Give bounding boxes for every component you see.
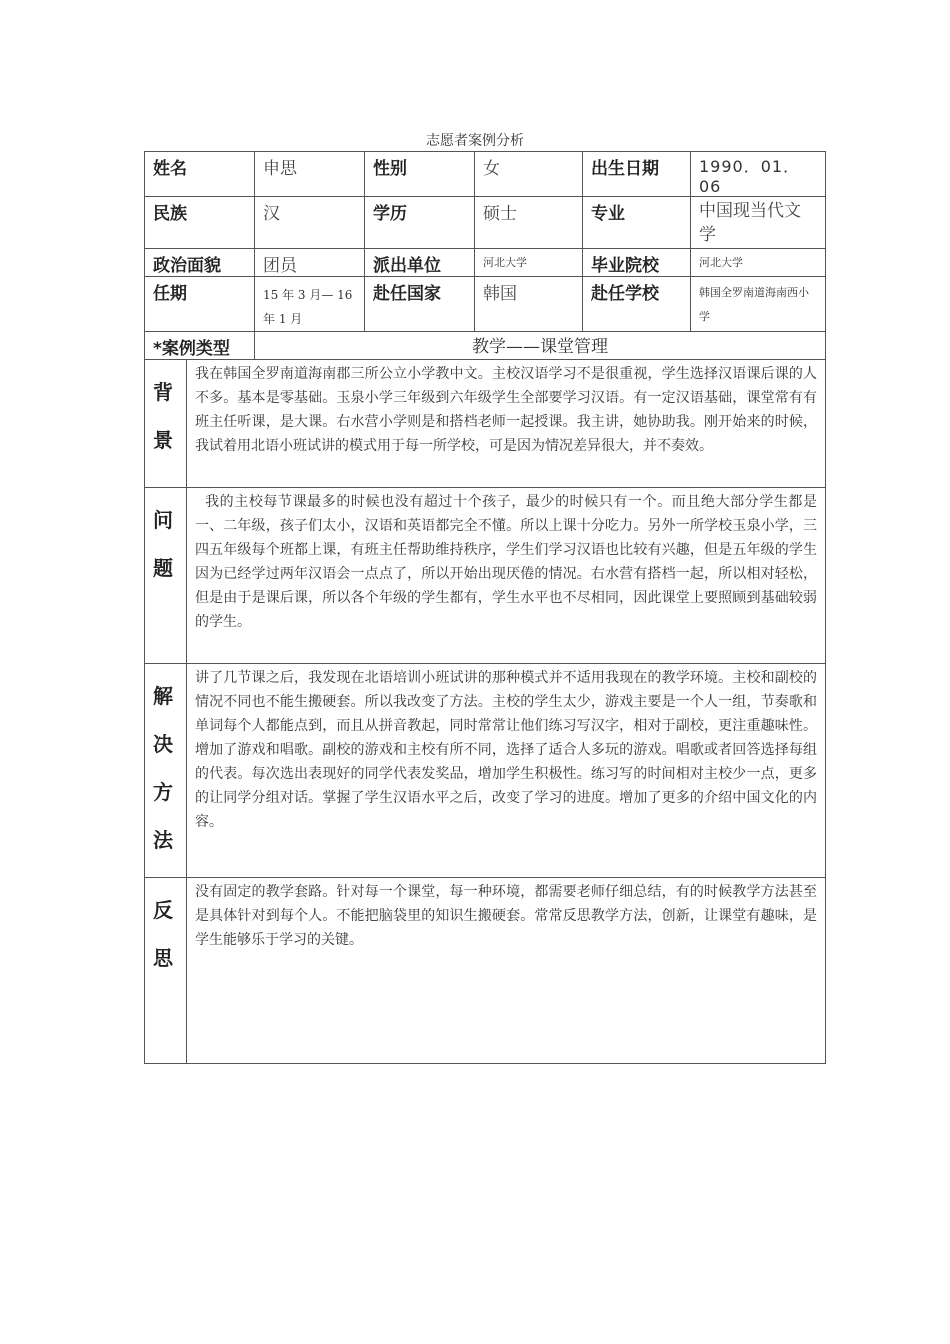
row-name: [145, 152, 826, 197]
country-value: 韩国: [475, 277, 583, 332]
section-background: [145, 360, 826, 488]
country-label: 赴任国家: [365, 277, 475, 332]
case-type-value: 教学——课堂管理: [255, 332, 826, 360]
term-value: 15 年 3 月— 16 年 1 月: [255, 277, 365, 332]
gender-value: 女: [475, 152, 583, 197]
birth-label: 出生日期: [583, 152, 691, 197]
section-background-text: 我在韩国全罗南道海南郡三所公立小学教中文。主校汉语学习不是很重视，学生选择汉语课后课的人不多。基本是零基础。玉泉小学三年级到六年级学生全部要学习汉语。有一定汉语基础，课堂常有有班主任听课，是大课。右水营小学则是和搭档老师一起授课。我主讲，她协助我。刚开始来的时候，我试着用北语小班试讲的模式用于每一所学校，可是因为情况差异很大，并不奏效。: [187, 360, 826, 488]
document-title: 志愿者案例分析: [426, 133, 524, 149]
section-reflection-label: 反 思: [145, 878, 187, 1064]
section-problem-text: 我的主校每节课最多的时候也没有超过十个孩子，最少的时候只有一个。而且绝大部分学生都是一、二年级，孩子们太小，汉语和英语都完全不懂。所以上课十分吃力。另外一所学校玉泉小学，三四五年级每个班都上课，有班主任帮助维持秩序，学生们学习汉语也比较有兴趣，但是五年级的学生因为已经学过两年汉语会一点点了，所以开始出现厌倦的情况。右水营有搭档一起，所以相对轻松，但是由于是课后课，所以各个年级的学生都有，学生水平也不尽相同，因此课堂上要照顾到基础较弱的学生。: [187, 488, 826, 664]
row-political: [145, 249, 826, 277]
section-reflection-text: 没有固定的教学套路。针对每一个课堂，每一种环境，都需要老师仔细总结，有的时候教学方法甚至是具体针对到每个人。不能把脑袋里的知识生搬硬套。常常反思教学方法，创新，让课堂有趣味，是学生能够乐于学习的关键。: [187, 878, 826, 1064]
term-label: 任期: [145, 277, 255, 332]
unit-label: 派出单位: [365, 249, 475, 277]
case-analysis-form: [144, 151, 826, 1064]
major-value: 中国现当代文学: [691, 197, 826, 249]
row-term: [145, 277, 826, 332]
ethnicity-label: 民族: [145, 197, 255, 249]
education-label: 学历: [365, 197, 475, 249]
school-label: 毕业院校: [583, 249, 691, 277]
row-ethnicity: [145, 197, 826, 249]
section-problem-label: 问 题: [145, 488, 187, 664]
ethnicity-value: 汉: [255, 197, 365, 249]
section-problem: [145, 488, 826, 664]
post-value: 韩国全罗南道海南西小学: [691, 277, 826, 332]
birth-value: 1990．01．06: [691, 152, 826, 197]
political-value: 团员: [255, 249, 365, 277]
unit-value: 河北大学: [475, 249, 583, 277]
section-background-label: 背 景: [145, 360, 187, 488]
case-type-label: *案例类型: [145, 332, 255, 360]
name-label: 姓名: [145, 152, 255, 197]
school-value: 河北大学: [691, 249, 826, 277]
section-solution-text: 讲了几节课之后，我发现在北语培训小班试讲的那种模式并不适用我现在的教学环境。主校和副校的情况不同也不能生搬硬套。所以我改变了方法。主校的学生太少，游戏主要是一个人一组，节奏歌和单词每个人都能点到，而且从拼音教起，同时常常让他们练习写汉字，相对于副校，更注重趣味性。增加了游戏和唱歌。副校的游戏和主校有所不同，选择了适合人多玩的游戏。唱歌或者回答选择每组的代表。每次选出表现好的同学代表发奖品，增加学生积极性。练习写的时间相对主校少一点，更多的让同学分组对话。掌握了学生汉语水平之后，改变了学习的进度。增加了更多的介绍中国文化的内容。: [187, 664, 826, 878]
section-solution-label: 解 决 方 法: [145, 664, 187, 878]
name-value: 申思: [255, 152, 365, 197]
post-label: 赴任学校: [583, 277, 691, 332]
education-value: 硕士: [475, 197, 583, 249]
section-solution: [145, 664, 826, 878]
major-label: 专业: [583, 197, 691, 249]
section-reflection: [145, 878, 826, 1064]
gender-label: 性别: [365, 152, 475, 197]
political-label: 政治面貌: [145, 249, 255, 277]
row-case-type: [145, 332, 826, 360]
